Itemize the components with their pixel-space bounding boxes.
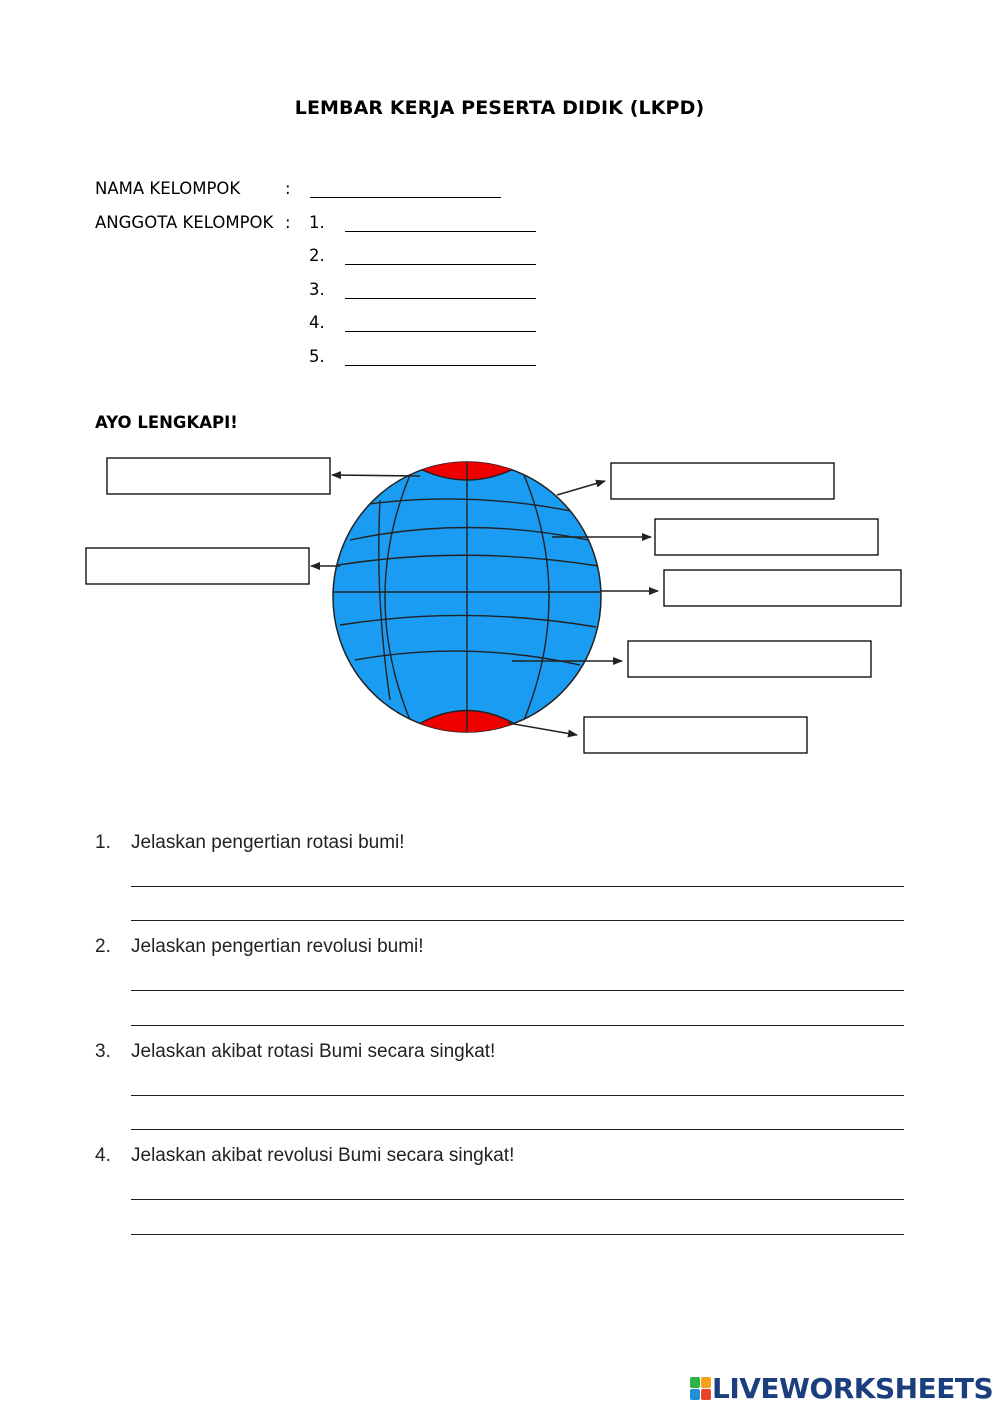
- label-box-equator: [664, 570, 901, 606]
- answer-line[interactable]: [131, 990, 904, 991]
- label-box-north-pole: [107, 458, 330, 494]
- answer-line[interactable]: [131, 1234, 904, 1235]
- member-number: 5.: [309, 347, 325, 366]
- group-name-field[interactable]: [310, 197, 501, 198]
- brand-name: LIVEWORKSHEETS: [712, 1372, 994, 1405]
- liveworksheets-logo: [690, 1373, 993, 1405]
- member-number: 2.: [309, 246, 325, 265]
- member-number: 3.: [309, 280, 325, 299]
- page-title: LEMBAR KERJA PESERTA DIDIK (LKPD): [294, 97, 705, 119]
- question-number: 2.: [95, 936, 111, 957]
- member-number: 4.: [309, 313, 325, 332]
- section-title: AYO LENGKAPI!: [95, 413, 238, 432]
- question-text: Jelaskan pengertian revolusi bumi!: [131, 936, 424, 957]
- earth-globe-diagram: [0, 440, 999, 770]
- member-field-1[interactable]: [345, 231, 536, 232]
- liveworksheets-badge-icon: [690, 1376, 712, 1402]
- answer-line[interactable]: [131, 920, 904, 921]
- question-text: Jelaskan akibat revolusi Bumi secara singkat!: [131, 1145, 515, 1166]
- member-field-3[interactable]: [345, 298, 536, 299]
- members-label: ANGGOTA KELOMPOK: [95, 213, 274, 232]
- question-number: 1.: [95, 832, 111, 853]
- group-name-colon: :: [285, 179, 291, 198]
- answer-line[interactable]: [131, 1199, 904, 1200]
- label-box-south-pole: [584, 717, 807, 753]
- member-number: 1.: [309, 213, 325, 232]
- label-box-lower-parallel: [628, 641, 871, 677]
- member-field-5[interactable]: [345, 365, 536, 366]
- question-number: 3.: [95, 1041, 111, 1062]
- group-name-label: NAMA KELOMPOK: [95, 179, 241, 198]
- globe: [333, 440, 601, 760]
- label-box-left-parallel: [86, 548, 309, 584]
- label-box-upper-right: [611, 463, 834, 499]
- answer-line[interactable]: [131, 1025, 904, 1026]
- question-text: Jelaskan akibat rotasi Bumi secara singkat!: [131, 1041, 496, 1062]
- label-box-right-parallel: [655, 519, 878, 555]
- answer-line[interactable]: [131, 1095, 904, 1096]
- answer-line[interactable]: [131, 886, 904, 887]
- member-field-4[interactable]: [345, 331, 536, 332]
- question-text: Jelaskan pengertian rotasi bumi!: [131, 832, 405, 853]
- member-field-2[interactable]: [345, 264, 536, 265]
- question-number: 4.: [95, 1145, 111, 1166]
- members-colon: :: [285, 213, 291, 232]
- answer-line[interactable]: [131, 1129, 904, 1130]
